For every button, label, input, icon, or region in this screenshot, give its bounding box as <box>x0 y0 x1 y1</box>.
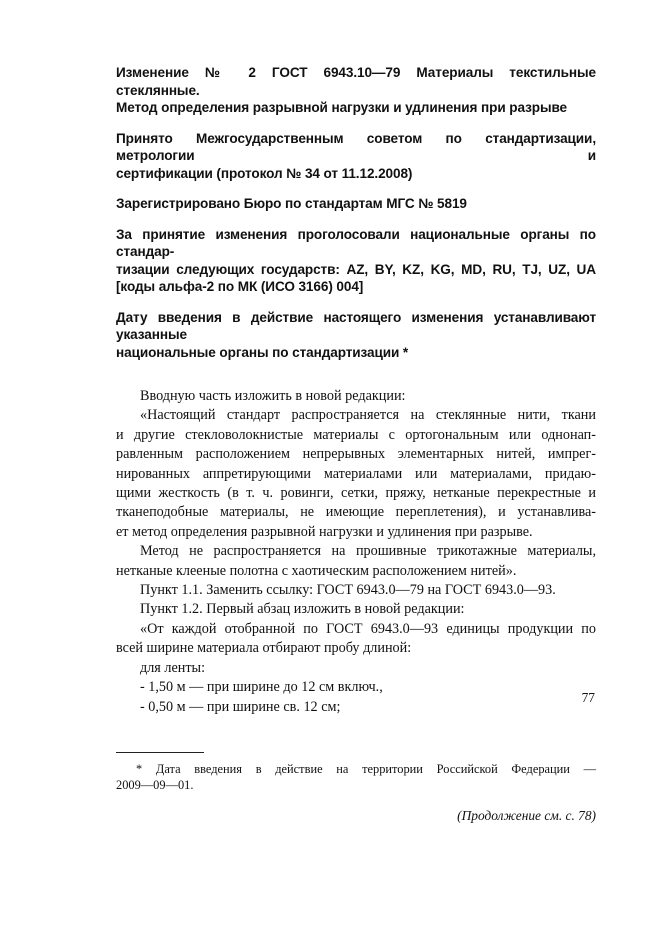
voting-line: [коды альфа-2 по МК (ИСО 3166) 004] <box>116 279 364 294</box>
paragraph-line: и другие стекловолокнистые материалы с ортогональным или однонап- <box>116 426 596 443</box>
paragraph: для ленты: <box>140 659 206 676</box>
paragraph-line: равленным расположением непрерывных элементарных нитей, импрег- <box>116 446 596 463</box>
amendment-title <box>116 64 596 117</box>
paragraph-line: нированных аппретирующими материалами или материалами, придаю- <box>116 465 596 482</box>
footnote-divider <box>116 752 204 753</box>
effective-date-line: Дату введения в действие настоящего изменения устанавливают указанные <box>116 309 596 342</box>
paragraph-line: «Настоящий стандарт распространяется на стеклянные нити, ткани <box>140 407 596 424</box>
document-page <box>116 64 596 824</box>
adopted-line: сертификации (протокол № 34 от 11.12.2008) <box>116 165 413 181</box>
paragraph: Вводную часть изложить в новой редакции: <box>140 388 406 404</box>
continuation-note: (Продолжение см. с. 78) <box>457 807 596 823</box>
list-item: - 1,50 м — при ширине до 12 см включ., <box>140 679 383 696</box>
paragraph-line: щими жесткость (в т. ч. ровинги, сетки, пряжу, нетканые перекрестные и <box>116 485 596 502</box>
title-line: Изменение № 2 ГОСТ 6943.10—79 Материалы текстильные стеклянные. <box>116 65 596 98</box>
title-line: Метод определения разрывной нагрузки и удлинения при разрыве <box>116 100 568 115</box>
amendment-body <box>116 387 596 717</box>
page-number: 77 <box>581 690 595 705</box>
paragraph: Пункт 1.2. Первый абзац изложить в новой редакции: <box>140 601 465 618</box>
voting-line: За принятие изменения проголосовали национальные органы по стандар- <box>116 226 596 259</box>
voting-line: тизации следующих государств: AZ, BY, KZ, KG, MD, RU, TJ, UZ, UA <box>116 261 596 277</box>
effective-date-statement <box>116 309 596 362</box>
paragraph-line: всей ширине материала отбирают пробу длиной: <box>116 640 412 657</box>
paragraph-line: Метод не распространяется на прошивные трикотажные материалы, <box>140 543 596 560</box>
paragraph-line: тканеподобные материалы, не имеющие переплетения), и устанавлива- <box>116 504 596 521</box>
paragraph: Пункт 1.1. Заменить ссылку: ГОСТ 6943.0—79 на ГОСТ 6943.0—93. <box>140 582 556 599</box>
registration-line: Зарегистрировано Бюро по стандартам МГС № 5819 <box>116 196 467 211</box>
paragraph-line: «От каждой отобранной по ГОСТ 6943.0—93 единицы продукции по <box>140 620 596 637</box>
voting-statement <box>116 226 596 296</box>
list-item: - 0,50 м — при ширине св. 12 см; <box>140 698 341 715</box>
paragraph-line: ет метод определения разрывной нагрузки и удлинения при разрыве. <box>116 523 533 540</box>
footnote <box>116 761 596 794</box>
footnote-line: 2009—09—01. <box>116 778 194 793</box>
paragraph-line: нетканые клееные полотна с хаотическим расположением нитей». <box>116 562 517 579</box>
effective-date-line: национальные органы по стандартизации * <box>116 344 409 360</box>
footnote-line: * Дата введения в действие на территории Российской Федерации — <box>136 761 596 776</box>
adopted-statement <box>116 130 596 183</box>
adopted-line: Принято Межгосударственным советом по стандартизации, метрологии и <box>116 130 596 163</box>
registration-statement <box>116 195 596 213</box>
